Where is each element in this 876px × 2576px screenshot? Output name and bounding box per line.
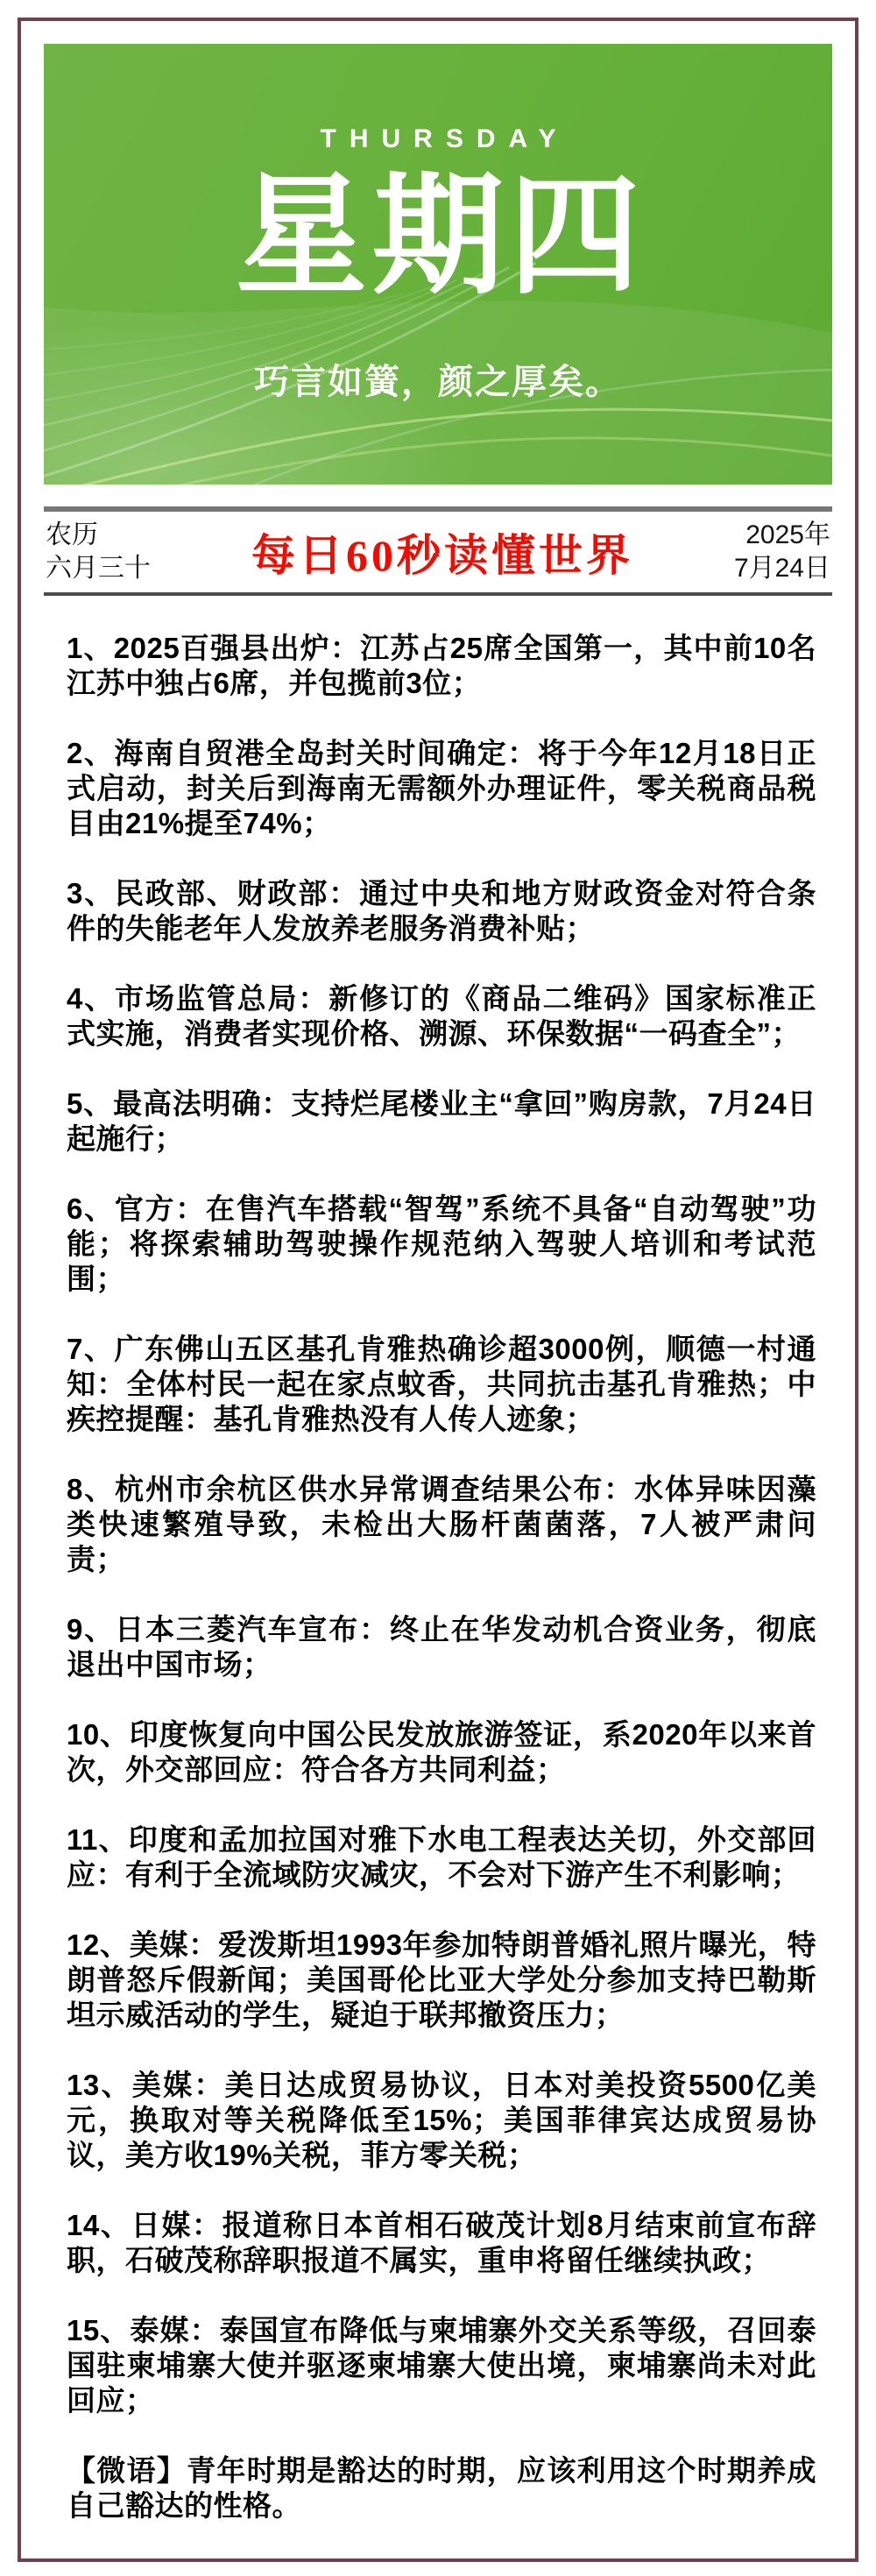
weekday-card-content xyxy=(44,44,832,404)
news-item: 15、泰媒：泰国宣布降低与柬埔寨外交关系等级，召回泰国驻柬埔寨大使并驱逐柬埔寨大使出境，柬埔寨尚未对此回应； xyxy=(67,2314,816,2417)
weekday-card xyxy=(44,44,832,485)
news-item: 14、日媒：报道称日本首相石破茂计划8月结束前宣布辞职，石破茂称辞职报道不属实，重申将留任继续执政； xyxy=(67,2209,816,2276)
news-item: 9、日本三菱汽车宣布：终止在华发动机合资业务，彻底退出中国市场； xyxy=(67,1613,816,1681)
news-item: 7、广东佛山五区基孔肯雅热确诊超3000例，顺德一村通知：全体村民一起在家点蚊香，共同抗击基孔肯雅热；中疾控提醒：基孔肯雅热没有人传人迹象； xyxy=(67,1333,816,1435)
news-item: 10、印度恢复向中国公民发放旅游签证，系2020年以来首次，外交部回应：符合各方共同利益； xyxy=(67,1718,816,1786)
news-item: 12、美媒：爱泼斯坦1993年参加特朗普婚礼照片曝光，特朗普怒斥假新闻；美国哥伦比亚大学处分参加支持巴勒斯坦示威活动的学生，疑迫于联邦撤资压力； xyxy=(67,1928,816,2031)
lunar-label: 农历 xyxy=(46,520,98,549)
lunar-block xyxy=(46,519,151,585)
weiyu-section xyxy=(42,2453,834,2523)
news-item: 8、杭州市余杭区供水异常调查结果公布：水体异味因藻类快速繁殖导致，未检出大肠杆菌菌落，7人被严肃问责； xyxy=(67,1473,816,1575)
news-item: 6、官方：在售汽车搭载“智驾”系统不具备“自动驾驶”功能；将探索辅助驾驶操作规范纳入驾驶人培训和考试范围； xyxy=(67,1192,816,1295)
news-item: 4、市场监管总局：新修订的《商品二维码》国家标准正式实施，消费者实现价格、溯源、环保数据“一码查全”； xyxy=(67,982,816,1050)
gregorian-block xyxy=(734,519,830,585)
news-item: 2、海南自贸港全岛封关时间确定：将于今年12月18日正式启动，封关后到海南无需额外办理证件，零关税商品税目由21%提至74%； xyxy=(67,737,816,839)
news-item: 1、2025百强县出炉：江苏占25席全国第一，其中前10名江苏中独占6席，并包揽前3位； xyxy=(67,632,816,699)
date-bar-row xyxy=(44,512,832,592)
date-bar xyxy=(44,506,832,596)
divider-bottom xyxy=(44,592,832,596)
weekday-english: THURSDAY xyxy=(320,124,569,153)
daily-proverb: 巧言如簧，颜之厚矣。 xyxy=(254,362,622,401)
weekday-chinese: 星期四 xyxy=(235,165,646,310)
page-title: 每日60秒读懂世界 xyxy=(251,531,633,580)
news-list xyxy=(42,631,834,2418)
year-text: 2025年 xyxy=(745,520,830,549)
news-item: 11、印度和孟加拉国对雅下水电工程表达关切，外交部回应：有利于全流域防灾减灾，不会对下游产生不利影响； xyxy=(67,1823,816,1891)
news-item: 13、美媒：美日达成贸易协议，日本对美投资5500亿美元，换取对等关税降低至15%；美国菲律宾达成贸易协议，美方收19%关税，菲方零关税； xyxy=(67,2069,816,2171)
weiyu-quote: 【微语】青年时期是豁达的时期，应该利用这个时期养成自己豁达的性格。 xyxy=(67,2454,816,2522)
date-text: 7月24日 xyxy=(733,554,830,583)
lunar-date: 六月三十 xyxy=(46,554,151,583)
news-item: 3、民政部、财政部：通过中央和地方财政资金对符合条件的失能老年人发放养老服务消费补贴； xyxy=(67,877,816,945)
page-frame xyxy=(18,18,858,2562)
news-item: 5、最高法明确：支持烂尾楼业主“拿回”购房款，7月24日起施行； xyxy=(67,1087,816,1155)
